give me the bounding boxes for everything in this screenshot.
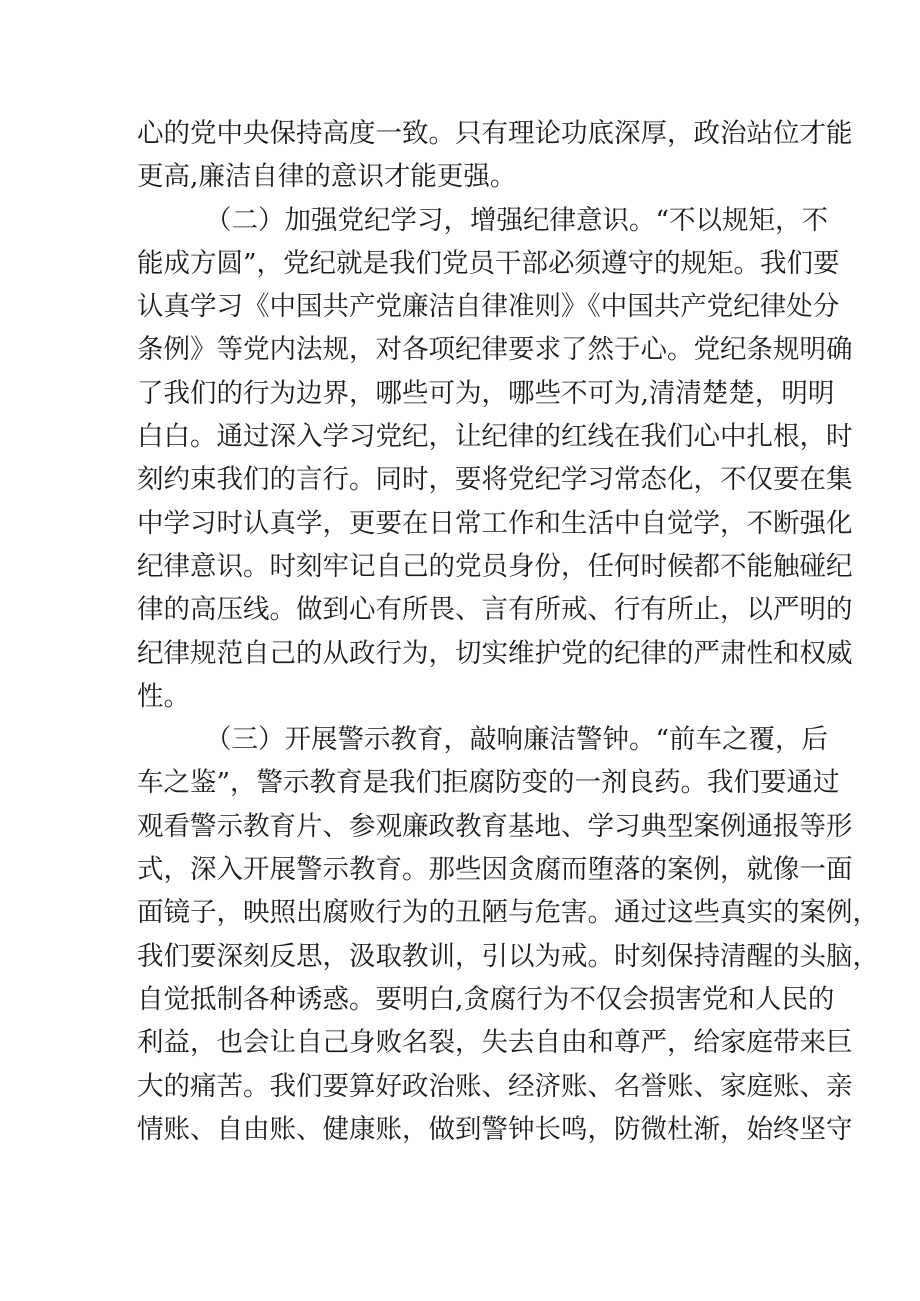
paragraph-line: 式，深入开展警示教育。那些因贪腐而堕落的案例，就像一面: [137, 854, 853, 886]
paragraph-line: （二）加强党纪学习，增强纪律意识。“不以规矩，不: [205, 204, 829, 236]
paragraph-2: [137, 199, 853, 719]
paragraph-line: 纪律意识。时刻牢记自己的党员身份，任何时候都不能触碰纪: [137, 550, 853, 582]
paragraph-line: （三）开展警示教育，敲响廉洁警钟。“前车之覆，后: [205, 724, 829, 756]
paragraph-line: 我们要深刻反思，汲取教训，引以为戒。时刻保持清醒的头脑，: [137, 940, 879, 972]
paragraph-line: 自觉抵制各种诱惑。要明白,贪腐行为不仅会损害党和人民的: [137, 983, 835, 1015]
paragraph-line: 心的党中央保持高度一致。只有理论功底深厚，政治站位才能: [137, 118, 853, 149]
paragraph-line: 纪律规范自己的从政行为，切实维护党的纪律的严肃性和权威: [137, 637, 853, 669]
paragraph-3: [137, 718, 879, 1151]
paragraph-line: 利益，也会让自己身败名裂，失去自由和尊严，给家庭带来巨: [137, 1027, 853, 1059]
paragraph-line: 更高,廉洁自律的意识才能更强。: [137, 161, 517, 193]
body-text: [137, 112, 879, 1151]
paragraph-line: 情账、自由账、健康账，做到警钟长鸣，防微杜渐，始终坚守: [137, 1113, 853, 1145]
paragraph-line: 中学习时认真学，更要在日常工作和生活中自觉学，不断强化: [137, 507, 853, 539]
paragraph-line: 车之鉴”，警示教育是我们拒腐防变的一剂良药。我们要通过: [137, 767, 840, 799]
paragraph-line: 了我们的行为边界，哪些可为，哪些不可为,清清楚楚，明明: [137, 377, 835, 409]
paragraph-line: 大的痛苦。我们要算好政治账、经济账、名誉账、家庭账、亲: [137, 1070, 853, 1102]
paragraph-line: 观看警示教育片、参观廉政教育基地、学习典型案例通报等形: [137, 810, 853, 842]
paragraph-line: 刻约束我们的言行。同时，要将党纪学习常态化，不仅要在集: [137, 464, 853, 496]
paragraph-line: 律的高压线。做到心有所畏、言有所戒、行有所止，以严明的: [137, 594, 853, 626]
paragraph-line: 性。: [137, 680, 190, 712]
paragraph-line: 面镜子，映照出腐败行为的丑陋与危害。通过这些真实的案例，: [137, 897, 879, 929]
paragraph-line: 条例》等党内法规，对各项纪律要求了然于心。党纪条规明确: [137, 334, 853, 366]
paragraph-line: 白白。通过深入学习党纪，让纪律的红线在我们心中扎根，时: [137, 421, 853, 453]
paragraph-line: 能成方圆”，党纪就是我们党员干部必须遵守的规矩。我们要: [137, 247, 840, 279]
paragraph-line: 认真学习《中国共产党廉洁自律准则》《中国共产党纪律处分: [137, 291, 840, 323]
paragraph-1: [137, 112, 853, 199]
